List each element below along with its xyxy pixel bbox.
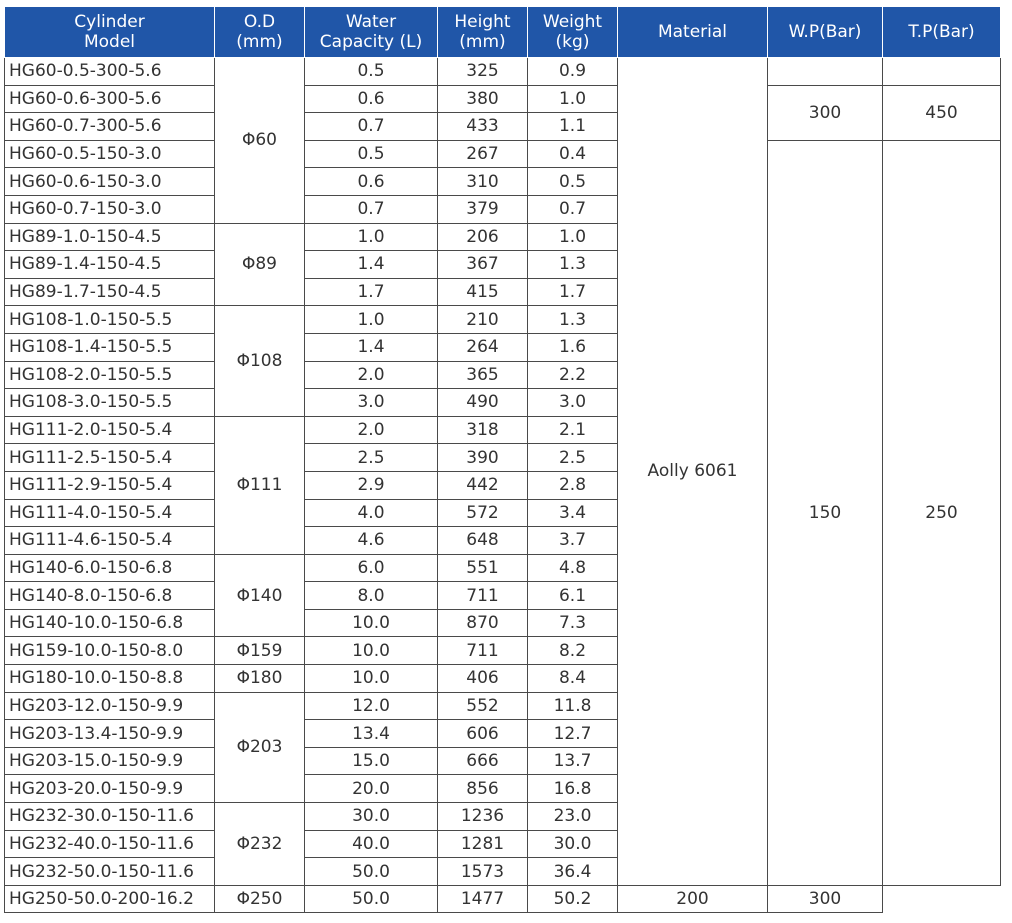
weight: 16.8 bbox=[528, 775, 618, 803]
cylinder-model: HG111-2.5-150-5.4 bbox=[5, 444, 215, 472]
cylinder-model: HG89-1.4-150-4.5 bbox=[5, 251, 215, 279]
test-pressure: 250 bbox=[883, 140, 1001, 885]
working-pressure: 300 bbox=[768, 85, 883, 140]
weight: 1.3 bbox=[528, 306, 618, 334]
height: 206 bbox=[438, 223, 528, 251]
weight: 2.8 bbox=[528, 471, 618, 499]
height: 264 bbox=[438, 333, 528, 361]
cylinder-model: HG203-15.0-150-9.9 bbox=[5, 747, 215, 775]
cylinder-model: HG108-2.0-150-5.5 bbox=[5, 361, 215, 389]
height: 1236 bbox=[438, 803, 528, 831]
water-capacity: 0.6 bbox=[305, 168, 438, 196]
water-capacity: 2.0 bbox=[305, 361, 438, 389]
header-weight: Weight (kg) bbox=[528, 7, 618, 58]
working-pressure bbox=[768, 58, 883, 86]
header-row bbox=[5, 7, 1001, 58]
water-capacity: 1.0 bbox=[305, 306, 438, 334]
cylinder-model: HG203-12.0-150-9.9 bbox=[5, 692, 215, 720]
water-capacity: 6.0 bbox=[305, 554, 438, 582]
water-capacity: 1.7 bbox=[305, 278, 438, 306]
outer-diameter: Φ60 bbox=[215, 58, 305, 224]
weight: 1.0 bbox=[528, 223, 618, 251]
water-capacity: 3.0 bbox=[305, 389, 438, 417]
height: 1477 bbox=[438, 885, 528, 913]
cylinder-model: HG111-2.0-150-5.4 bbox=[5, 416, 215, 444]
water-capacity: 0.5 bbox=[305, 140, 438, 168]
weight: 23.0 bbox=[528, 803, 618, 831]
cylinder-model: HG140-8.0-150-6.8 bbox=[5, 582, 215, 610]
weight: 0.4 bbox=[528, 140, 618, 168]
water-capacity: 1.4 bbox=[305, 333, 438, 361]
water-capacity: 10.0 bbox=[305, 637, 438, 665]
outer-diameter: Φ111 bbox=[215, 416, 305, 554]
weight: 11.8 bbox=[528, 692, 618, 720]
weight: 36.4 bbox=[528, 858, 618, 886]
water-capacity: 2.5 bbox=[305, 444, 438, 472]
water-capacity: 13.4 bbox=[305, 720, 438, 748]
weight: 8.2 bbox=[528, 637, 618, 665]
outer-diameter: Φ232 bbox=[215, 803, 305, 886]
cylinder-model: HG180-10.0-150-8.8 bbox=[5, 665, 215, 693]
outer-diameter: Φ89 bbox=[215, 223, 305, 306]
water-capacity: 0.6 bbox=[305, 85, 438, 113]
header-test-pressure: T.P(Bar) bbox=[883, 7, 1001, 58]
height: 490 bbox=[438, 389, 528, 417]
table-row bbox=[5, 885, 1001, 913]
weight: 50.2 bbox=[528, 885, 618, 913]
material: Aolly 6061 bbox=[618, 58, 768, 886]
water-capacity: 10.0 bbox=[305, 609, 438, 637]
weight: 30.0 bbox=[528, 830, 618, 858]
height: 442 bbox=[438, 471, 528, 499]
table-row bbox=[5, 85, 1001, 113]
weight: 7.3 bbox=[528, 609, 618, 637]
test-pressure: 450 bbox=[883, 85, 1001, 140]
water-capacity: 50.0 bbox=[305, 885, 438, 913]
header-od: O.D (mm) bbox=[215, 7, 305, 58]
cylinder-model: HG140-6.0-150-6.8 bbox=[5, 554, 215, 582]
outer-diameter: Φ140 bbox=[215, 554, 305, 637]
cylinder-model: HG111-4.6-150-5.4 bbox=[5, 527, 215, 555]
cylinder-model: HG108-1.4-150-5.5 bbox=[5, 333, 215, 361]
cylinder-model: HG60-0.5-300-5.6 bbox=[5, 58, 215, 86]
water-capacity: 40.0 bbox=[305, 830, 438, 858]
water-capacity: 4.0 bbox=[305, 499, 438, 527]
outer-diameter: Φ250 bbox=[215, 885, 305, 913]
height: 572 bbox=[438, 499, 528, 527]
weight: 3.0 bbox=[528, 389, 618, 417]
height: 551 bbox=[438, 554, 528, 582]
table-body bbox=[5, 58, 1001, 913]
height: 552 bbox=[438, 692, 528, 720]
water-capacity: 8.0 bbox=[305, 582, 438, 610]
cylinder-model: HG203-13.4-150-9.9 bbox=[5, 720, 215, 748]
water-capacity: 12.0 bbox=[305, 692, 438, 720]
height: 365 bbox=[438, 361, 528, 389]
header-cylinder-model: Cylinder Model bbox=[5, 7, 215, 58]
weight: 2.5 bbox=[528, 444, 618, 472]
cylinder-model: HG232-40.0-150-11.6 bbox=[5, 830, 215, 858]
water-capacity: 0.7 bbox=[305, 195, 438, 223]
height: 1573 bbox=[438, 858, 528, 886]
outer-diameter: Φ180 bbox=[215, 665, 305, 693]
outer-diameter: Φ203 bbox=[215, 692, 305, 802]
height: 870 bbox=[438, 609, 528, 637]
table-row bbox=[5, 58, 1001, 86]
height: 379 bbox=[438, 195, 528, 223]
cylinder-spec-table bbox=[4, 6, 1001, 913]
weight: 13.7 bbox=[528, 747, 618, 775]
header-material: Material bbox=[618, 7, 768, 58]
cylinder-model: HG111-2.9-150-5.4 bbox=[5, 471, 215, 499]
cylinder-model: HG250-50.0-200-16.2 bbox=[5, 885, 215, 913]
cylinder-model: HG203-20.0-150-9.9 bbox=[5, 775, 215, 803]
height: 390 bbox=[438, 444, 528, 472]
cylinder-model: HG60-0.6-150-3.0 bbox=[5, 168, 215, 196]
cylinder-model: HG60-0.6-300-5.6 bbox=[5, 85, 215, 113]
height: 433 bbox=[438, 113, 528, 141]
water-capacity: 4.6 bbox=[305, 527, 438, 555]
height: 367 bbox=[438, 251, 528, 279]
cylinder-model: HG60-0.7-300-5.6 bbox=[5, 113, 215, 141]
weight: 0.7 bbox=[528, 195, 618, 223]
water-capacity: 50.0 bbox=[305, 858, 438, 886]
water-capacity: 10.0 bbox=[305, 665, 438, 693]
weight: 1.1 bbox=[528, 113, 618, 141]
height: 210 bbox=[438, 306, 528, 334]
height: 318 bbox=[438, 416, 528, 444]
height: 648 bbox=[438, 527, 528, 555]
weight: 6.1 bbox=[528, 582, 618, 610]
outer-diameter: Φ159 bbox=[215, 637, 305, 665]
height: 666 bbox=[438, 747, 528, 775]
height: 310 bbox=[438, 168, 528, 196]
cylinder-model: HG60-0.5-150-3.0 bbox=[5, 140, 215, 168]
water-capacity: 30.0 bbox=[305, 803, 438, 831]
height: 1281 bbox=[438, 830, 528, 858]
weight: 1.7 bbox=[528, 278, 618, 306]
cylinder-model: HG232-50.0-150-11.6 bbox=[5, 858, 215, 886]
weight: 2.1 bbox=[528, 416, 618, 444]
weight: 3.7 bbox=[528, 527, 618, 555]
height: 415 bbox=[438, 278, 528, 306]
height: 606 bbox=[438, 720, 528, 748]
height: 267 bbox=[438, 140, 528, 168]
water-capacity: 20.0 bbox=[305, 775, 438, 803]
cylinder-model: HG140-10.0-150-6.8 bbox=[5, 609, 215, 637]
weight: 4.8 bbox=[528, 554, 618, 582]
cylinder-model: HG111-4.0-150-5.4 bbox=[5, 499, 215, 527]
weight: 2.2 bbox=[528, 361, 618, 389]
header-working-pressure: W.P(Bar) bbox=[768, 7, 883, 58]
weight: 1.3 bbox=[528, 251, 618, 279]
water-capacity: 1.4 bbox=[305, 251, 438, 279]
weight: 3.4 bbox=[528, 499, 618, 527]
cylinder-model: HG89-1.7-150-4.5 bbox=[5, 278, 215, 306]
working-pressure: 200 bbox=[618, 885, 768, 913]
height: 406 bbox=[438, 665, 528, 693]
cylinder-model: HG108-1.0-150-5.5 bbox=[5, 306, 215, 334]
working-pressure: 150 bbox=[768, 140, 883, 885]
cylinder-model: HG232-30.0-150-11.6 bbox=[5, 803, 215, 831]
test-pressure bbox=[883, 58, 1001, 86]
cylinder-model: HG159-10.0-150-8.0 bbox=[5, 637, 215, 665]
cylinder-model: HG60-0.7-150-3.0 bbox=[5, 195, 215, 223]
height: 380 bbox=[438, 85, 528, 113]
weight: 1.6 bbox=[528, 333, 618, 361]
water-capacity: 15.0 bbox=[305, 747, 438, 775]
test-pressure: 300 bbox=[768, 885, 883, 913]
weight: 12.7 bbox=[528, 720, 618, 748]
weight: 1.0 bbox=[528, 85, 618, 113]
height: 325 bbox=[438, 58, 528, 86]
cylinder-model: HG89-1.0-150-4.5 bbox=[5, 223, 215, 251]
water-capacity: 0.5 bbox=[305, 58, 438, 86]
table-row bbox=[5, 140, 1001, 168]
weight: 8.4 bbox=[528, 665, 618, 693]
weight: 0.5 bbox=[528, 168, 618, 196]
header-water-capacity: Water Capacity (L) bbox=[305, 7, 438, 58]
water-capacity: 2.9 bbox=[305, 471, 438, 499]
height: 711 bbox=[438, 637, 528, 665]
weight: 0.9 bbox=[528, 58, 618, 86]
water-capacity: 0.7 bbox=[305, 113, 438, 141]
water-capacity: 1.0 bbox=[305, 223, 438, 251]
height: 856 bbox=[438, 775, 528, 803]
height: 711 bbox=[438, 582, 528, 610]
outer-diameter: Φ108 bbox=[215, 306, 305, 416]
cylinder-model: HG108-3.0-150-5.5 bbox=[5, 389, 215, 417]
header-height: Height (mm) bbox=[438, 7, 528, 58]
water-capacity: 2.0 bbox=[305, 416, 438, 444]
